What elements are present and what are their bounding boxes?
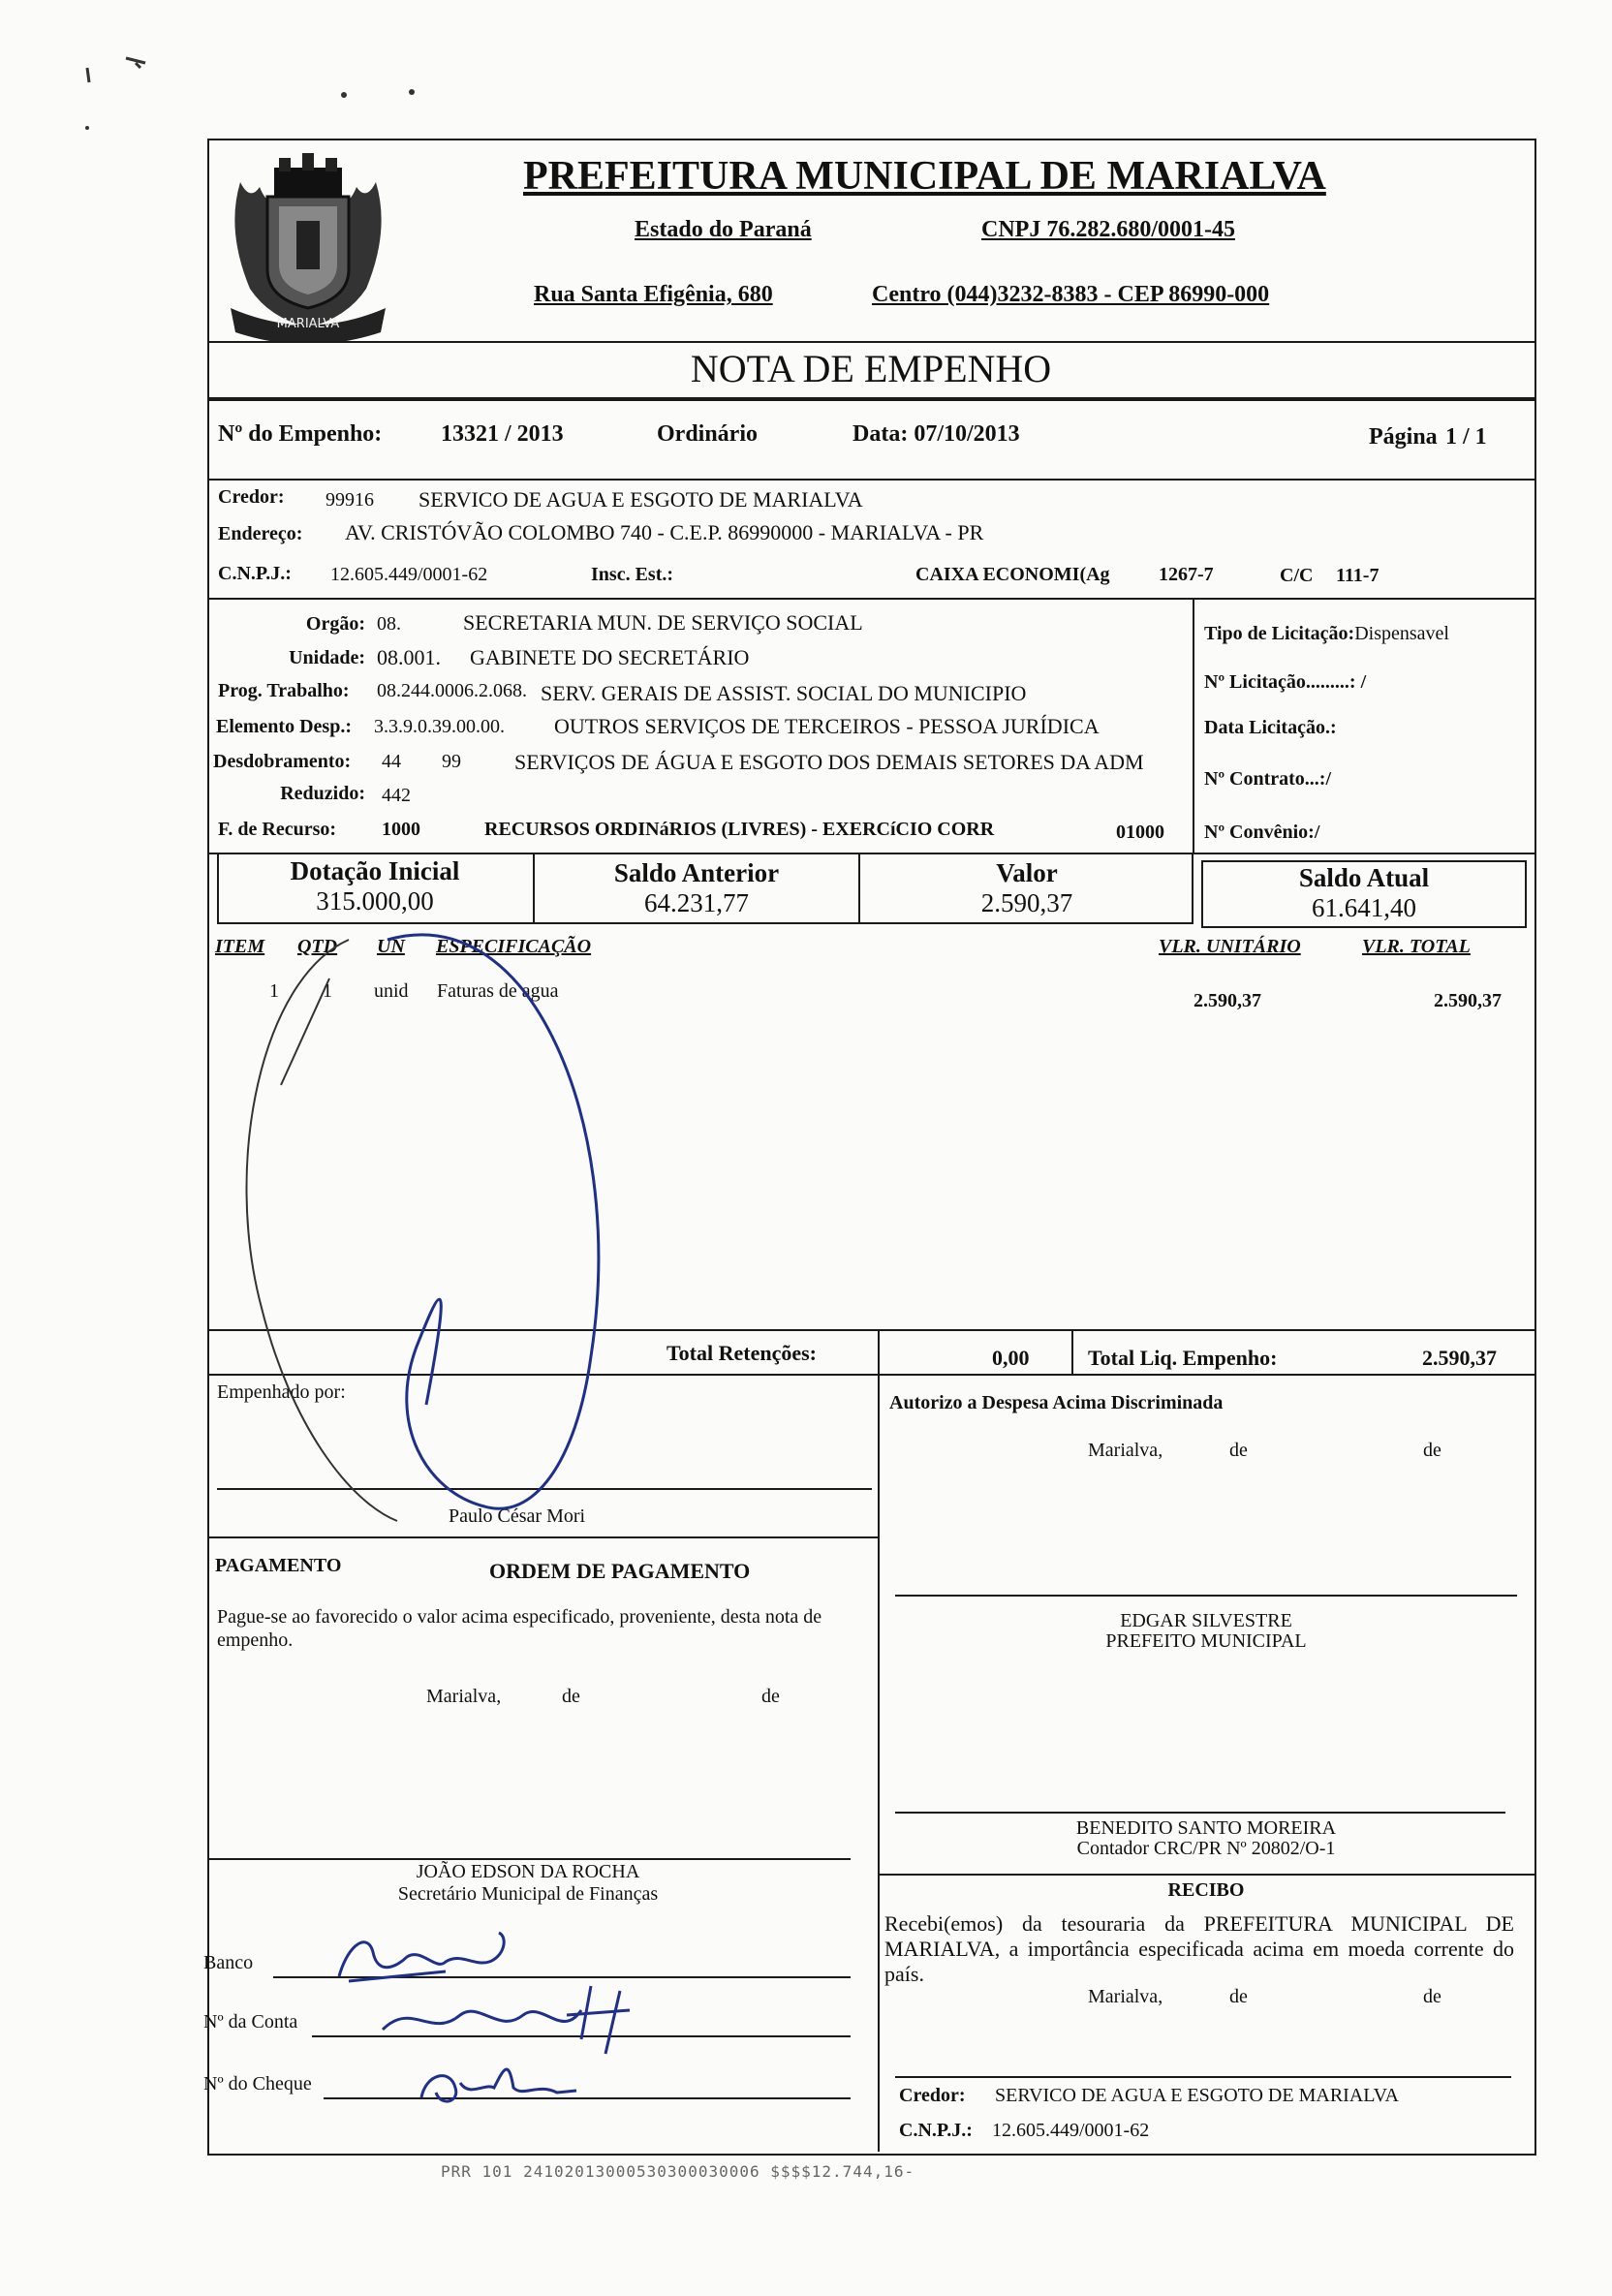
convenio-label: Nº Convênio:/ [1204, 822, 1320, 843]
dotacao-value: 315.000,00 [316, 886, 434, 915]
item-unit: unid [374, 980, 409, 1002]
prog-code: 08.244.0006.2.068. [377, 680, 527, 701]
recurso-label: F. de Recurso: [218, 819, 337, 840]
empenhado-name: Paulo César Mori [449, 1505, 586, 1527]
orgao-label: Orgão: [305, 613, 365, 635]
saldo-atual-value: 61.641,40 [1312, 893, 1416, 922]
financas-name: JOÃO EDSON DA ROCHA [416, 1861, 640, 1882]
pagamento-de1: de [562, 1686, 580, 1707]
licitacao-tipo-label: Tipo de Licitação: [1204, 623, 1355, 644]
bank-name: CAIXA ECONOMI(Ag [915, 564, 1110, 585]
licitacao-data: Data Licitação.: [1204, 717, 1337, 738]
empenho-label: Nº do Empenho: [218, 421, 383, 447]
col-item: ITEM [215, 936, 265, 957]
financas-signature-line [209, 1858, 851, 1860]
contador-signature-line [895, 1812, 1505, 1814]
credor-address: AV. CRISTÓVÃO COLOMBO 740 - C.E.P. 86990000 - MARIALVA - PR [345, 520, 984, 544]
autorizo-city: Marialva, [1088, 1440, 1163, 1461]
desdob-name: SERVIÇOS DE ÁGUA E ESGOTO DOS DEMAIS SETORES DA ADM [514, 750, 1144, 774]
col-spec: ESPECIFICAÇÃO [436, 936, 592, 957]
col-total-value: VLR. TOTAL [1362, 936, 1471, 957]
cc-label: C/C [1280, 565, 1314, 586]
pagamento-title: PAGAMENTO [215, 1555, 342, 1576]
divider [207, 479, 1534, 481]
prefeito-role: PREFEITO MUNICIPAL [1105, 1630, 1307, 1652]
liquido-value: 2.590,37 [1422, 1346, 1497, 1370]
licitacao-numero: Nº Licitação.........: / [1204, 671, 1367, 693]
item-qty: 1 [323, 980, 332, 1002]
desdob-b: 99 [442, 751, 461, 772]
divider [207, 397, 1534, 401]
crest-text: MARIALVA [276, 317, 340, 331]
divider [878, 1874, 1534, 1876]
recibo-de1: de [1229, 1986, 1248, 2007]
header-street: Rua Santa Efigênia, 680 [534, 282, 773, 307]
divider [895, 2076, 1511, 2078]
recibo-title: RECIBO [1167, 1879, 1245, 1901]
recurso-code: 1000 [382, 819, 420, 840]
recurso-name: RECURSOS ORDINáRIOS (LIVRES) - EXERCíCIO CORR [484, 819, 995, 840]
divider [1193, 598, 1194, 854]
document-title: NOTA DE EMPENHO [690, 347, 1052, 390]
banco-label: Banco [203, 1952, 254, 1973]
pagamento-city: Marialva, [426, 1686, 502, 1707]
prefeito-name: EDGAR SILVESTRE [1120, 1610, 1292, 1631]
col-un: UN [377, 936, 405, 957]
credor-code: 99916 [326, 489, 374, 511]
credor-name: SERVICO DE AGUA E ESGOTO DE MARIALVA [418, 487, 863, 512]
col-qtd: QTD [297, 936, 338, 957]
item-unit-price: 2.590,37 [1194, 990, 1261, 1011]
bank-agency: 1267-7 [1159, 564, 1214, 585]
orgao-name: SECRETARIA MUN. DE SERVIÇO SOCIAL [463, 610, 863, 635]
contador-role: Contador CRC/PR Nº 20802/O-1 [1076, 1838, 1336, 1859]
credor-label: Credor: [218, 486, 285, 508]
credor-cnpj: 12.605.449/0001-62 [330, 564, 488, 585]
ordem-pagamento-title: ORDEM DE PAGAMENTO [489, 1559, 751, 1583]
valor-label: Valor [996, 858, 1058, 887]
prefeito-signature-line [895, 1595, 1517, 1597]
divider [1071, 1329, 1073, 1374]
recibo-credor-label: Credor: [899, 2085, 966, 2106]
unidade-code: 08.001. [377, 645, 441, 669]
handwritten-signature [203, 920, 901, 1550]
cheque-label: Nº do Cheque [203, 2073, 312, 2094]
elem-label: Elemento Desp.: [216, 716, 352, 737]
item-number: 1 [269, 980, 279, 1002]
cheque-line[interactable] [324, 2097, 851, 2099]
autorizo-de2: de [1423, 1440, 1442, 1461]
header-cnpj: CNPJ 76.282.680/0001-45 [981, 217, 1235, 242]
empenho-date: Data: 07/10/2013 [852, 421, 1020, 447]
empenho-type: Ordinário [657, 421, 759, 447]
recibo-credor-name: SERVICO DE AGUA E ESGOTO DE MARIALVA [995, 2085, 1399, 2106]
saldo-anterior-value: 64.231,77 [644, 888, 749, 917]
licitacao-tipo-value: Dispensavel [1354, 623, 1449, 644]
elem-name: OUTROS SERVIÇOS DE TERCEIROS - PESSOA JURÍDICA [554, 714, 1100, 738]
retencoes-label: Total Retenções: [666, 1341, 817, 1365]
reduzido-label: Reduzido: [280, 783, 365, 804]
col-unit-value: VLR. UNITÁRIO [1159, 936, 1301, 957]
licitacao-tipo [1204, 623, 1449, 645]
header-state: Estado do Paraná [635, 217, 812, 242]
cheque-handwriting [412, 2054, 586, 2112]
page-number: 1 / 1 [1445, 424, 1487, 450]
cnpj-label: C.N.P.J.: [218, 563, 292, 584]
contador-name: BENEDITO SANTO MOREIRA [1075, 1817, 1337, 1839]
elem-code: 3.3.9.0.39.00.00. [374, 716, 505, 737]
dotacao-label: Dotação Inicial [290, 856, 460, 885]
pagamento-de2: de [761, 1686, 780, 1707]
recibo-city: Marialva, [1088, 1986, 1163, 2007]
desdob-label: Desdobramento: [213, 751, 352, 772]
recibo-de2: de [1423, 1986, 1442, 2007]
retencoes-value: 0,00 [992, 1346, 1030, 1370]
desdob-a: 44 [382, 751, 401, 772]
saldo-atual-label: Saldo Atual [1298, 863, 1430, 892]
address-label: Endereço: [218, 523, 303, 544]
recibo-text: Recebi(emos) da tesouraria da PREFEITURA MUNICIPAL DE MARIALVA, a importância especificada acima em moeda corrente do país. [884, 1911, 1514, 1986]
contrato-label: Nº Contrato...:/ [1204, 768, 1332, 790]
recibo-cnpj-label: C.N.P.J.: [899, 2120, 973, 2141]
liquido-label: Total Liq. Empenho: [1088, 1346, 1278, 1370]
empenhado-label: Empenhado por: [217, 1381, 346, 1403]
page-label: Página [1369, 424, 1438, 450]
autorizo-de1: de [1229, 1440, 1248, 1461]
reduzido-value: 442 [382, 785, 411, 806]
divider [207, 598, 1534, 600]
recibo-cnpj: 12.605.449/0001-62 [992, 2120, 1150, 2141]
recurso-number: 01000 [1116, 822, 1164, 843]
item-total-price: 2.590,37 [1434, 990, 1502, 1011]
conta-handwriting [373, 1981, 644, 2059]
saldo-anterior-label: Saldo Anterior [613, 858, 780, 887]
orgao-code: 08. [377, 613, 401, 635]
page-title: PREFEITURA MUNICIPAL DE MARIALVA [523, 154, 1326, 199]
unidade-label: Unidade: [289, 647, 365, 668]
municipal-crest [221, 143, 395, 342]
cc-number: 111-7 [1336, 565, 1380, 586]
autorizo-title: Autorizo a Despesa Acima Discriminada [889, 1392, 1224, 1413]
scan-marks [78, 39, 426, 145]
unidade-name: GABINETE DO SECRETÁRIO [470, 645, 750, 669]
footer-code: PRR 101 24102013000530300030006 $$$$12.744,16- [441, 2162, 915, 2181]
pagamento-text: Pague-se ao favorecido o valor acima especificado, proveniente, desta nota de empenho. [217, 1606, 822, 1651]
item-spec: Faturas de agua [437, 980, 559, 1002]
header-address: Centro (044)3232-8383 - CEP 86990-000 [872, 282, 1270, 307]
prog-label: Prog. Trabalho: [218, 680, 350, 701]
prog-name: SERV. GERAIS DE ASSIST. SOCIAL DO MUNICIPIO [541, 681, 1027, 705]
valor-value: 2.590,37 [980, 888, 1073, 917]
empenho-number: 13321 / 2013 [441, 421, 564, 447]
conta-label: Nº da Conta [203, 2011, 298, 2032]
insc-label: Insc. Est.: [591, 564, 674, 585]
financas-role: Secretário Municipal de Finanças [397, 1883, 659, 1905]
